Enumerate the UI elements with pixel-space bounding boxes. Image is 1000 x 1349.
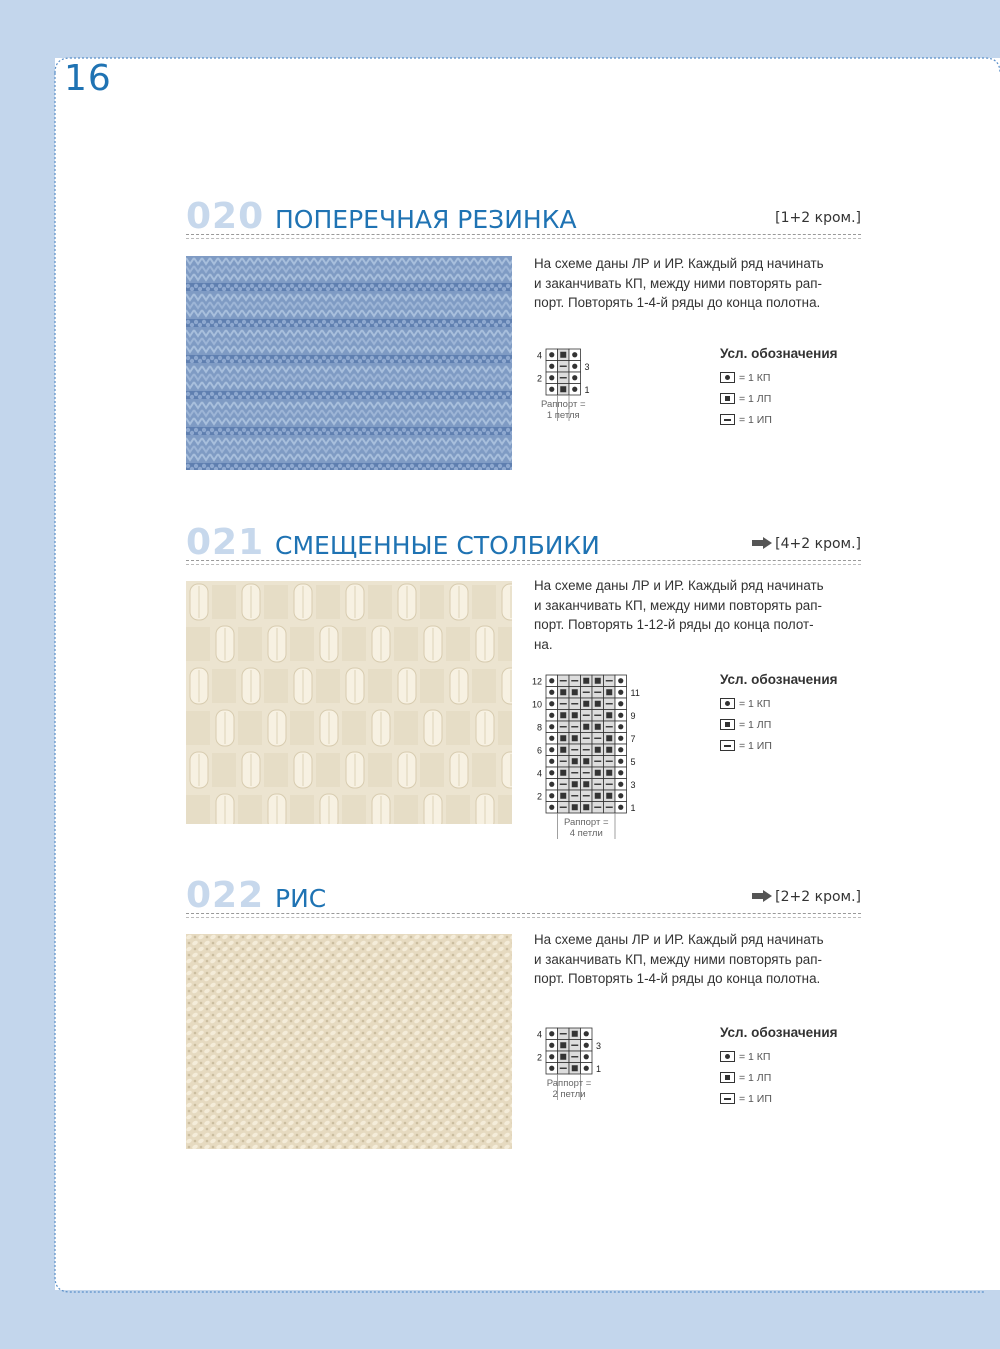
row-label: 1 [596, 1064, 602, 1074]
chart-cell [546, 710, 558, 722]
front-stitch-icon [720, 393, 735, 404]
chart-cell [546, 1040, 558, 1052]
chart-cell [569, 1028, 581, 1040]
description-line: На схеме даны ЛР и ИР. Каждый ряд начинать [534, 578, 824, 593]
pattern-title: СМЕЩЕННЫЕ СТОЛБИКИ [275, 531, 600, 560]
chart-cell [604, 744, 616, 756]
chart-cell [604, 756, 616, 768]
pattern-number: 021 [186, 522, 265, 563]
chart-cell [615, 710, 627, 722]
knitting-chart [531, 1025, 622, 1110]
chart-cell [581, 733, 593, 745]
chart-cell [569, 733, 581, 745]
chart-cell [569, 675, 581, 687]
chart-cell [546, 384, 558, 396]
chart-cell [558, 733, 570, 745]
row-label: 5 [630, 757, 636, 767]
chart-cell [569, 721, 581, 733]
chart-cell [558, 710, 570, 722]
chart-cell [558, 675, 570, 687]
rapport-label: 2 петли [552, 1089, 586, 1100]
chart-cell [569, 372, 581, 384]
chart-cell [569, 802, 581, 814]
chart-cell [604, 675, 616, 687]
chart-cell [604, 779, 616, 791]
header-rule [186, 234, 861, 239]
chart-cell [592, 687, 604, 699]
chart-cell [604, 790, 616, 802]
chart-cell [615, 802, 627, 814]
legend-text: = 1 ЛП [739, 392, 772, 405]
legend-text: = 1 ИП [739, 1092, 772, 1105]
chart-cell [546, 1028, 558, 1040]
legend-text: = 1 КП [739, 371, 771, 384]
pattern-description [534, 254, 864, 313]
chart-cell [592, 756, 604, 768]
section-header [186, 522, 861, 566]
chart-cell [569, 1040, 581, 1052]
chart-cell [604, 802, 616, 814]
chart-cell [546, 361, 558, 373]
chart-cell [558, 698, 570, 710]
chart-cell [592, 767, 604, 779]
chart-cell [546, 1051, 558, 1063]
row-label: 12 [531, 676, 542, 687]
legend-text: = 1 ИП [739, 413, 772, 426]
row-label: 4 [536, 350, 542, 361]
row-label: 2 [536, 791, 542, 802]
legend-item-knit [720, 367, 838, 388]
chart-cell [615, 721, 627, 733]
rapport-label: Раппорт = [564, 817, 609, 828]
edge-stitches [775, 210, 861, 226]
knitting-chart [531, 346, 611, 431]
chart-cell [615, 790, 627, 802]
chart-cell [558, 1028, 570, 1040]
legend-item-front [720, 714, 838, 735]
legend-title: Усл. обозначения [720, 672, 838, 687]
description-line: порт. Повторять 1-4-й ряды до конца полотна. [534, 295, 821, 310]
description-line: На схеме даны ЛР и ИР. Каждый ряд начинать [534, 932, 824, 947]
chart-cell [581, 698, 593, 710]
legend-item-purl [720, 735, 838, 756]
chart-cell [546, 779, 558, 791]
chart-cell [546, 1063, 558, 1075]
chart-cell [569, 1051, 581, 1063]
chart-cell [558, 372, 570, 384]
chart-cell [558, 721, 570, 733]
section-header [186, 875, 861, 919]
chart-cell [604, 687, 616, 699]
description-line: На схеме даны ЛР и ИР. Каждый ряд начинать [534, 256, 824, 271]
chart-cell [558, 384, 570, 396]
chart-cell [592, 721, 604, 733]
knit-stitch-icon [720, 1051, 735, 1062]
legend-item-knit [720, 1046, 838, 1067]
legend [720, 672, 838, 756]
row-label: 10 [531, 699, 542, 710]
description-line: порт. Повторять 1-12-й ряды до конца полот- [534, 617, 814, 632]
chart-cell [581, 790, 593, 802]
row-label: 4 [536, 1029, 542, 1040]
legend-text: = 1 КП [739, 1050, 771, 1063]
chart-cell [581, 675, 593, 687]
row-label: 2 [536, 1052, 542, 1063]
chart-cell [546, 372, 558, 384]
chart-cell [546, 756, 558, 768]
chart-cell [592, 675, 604, 687]
pattern-number: 020 [186, 196, 265, 237]
chart-cell [581, 756, 593, 768]
row-label: 3 [630, 780, 636, 790]
legend [720, 346, 838, 430]
chart-cell [581, 721, 593, 733]
chart-cell [546, 802, 558, 814]
chart-cell [592, 710, 604, 722]
chart-cell [604, 767, 616, 779]
section-header [186, 196, 861, 240]
legend-item-purl [720, 1088, 838, 1109]
legend-item-front [720, 1067, 838, 1088]
chart-cell [615, 675, 627, 687]
chart-cell [569, 744, 581, 756]
legend-item-purl [720, 409, 838, 430]
chart-cell [558, 756, 570, 768]
row-label: 9 [630, 711, 636, 721]
pattern-title: РИС [275, 884, 327, 913]
legend-title: Усл. обозначения [720, 1025, 838, 1040]
chart-cell [558, 790, 570, 802]
chart-cell [558, 1063, 570, 1075]
row-label: 2 [536, 373, 542, 384]
chart-cell [615, 687, 627, 699]
knit-stitch-icon [720, 372, 735, 383]
chart-cell [592, 790, 604, 802]
chart-cell [546, 721, 558, 733]
legend-item-front [720, 388, 838, 409]
chart-cell [569, 1063, 581, 1075]
pattern-description [534, 576, 864, 654]
chart-cell [558, 744, 570, 756]
description-line: и заканчивать КП, между ними повторять рап- [534, 275, 822, 291]
chart-cell [581, 687, 593, 699]
chart-cell [546, 349, 558, 361]
chart-cell [615, 744, 627, 756]
chart-cell [581, 1040, 593, 1052]
pattern-number: 022 [186, 875, 265, 916]
row-label: 11 [630, 688, 640, 698]
chart-cell [546, 698, 558, 710]
chart-cell [604, 721, 616, 733]
chart-cell [569, 779, 581, 791]
row-label: 1 [630, 803, 636, 813]
chart-cell [581, 744, 593, 756]
header-rule [186, 560, 861, 565]
chart-cell [604, 698, 616, 710]
chart-cell [546, 767, 558, 779]
rapport-label: Раппорт = [546, 1078, 592, 1089]
chart-cell [569, 756, 581, 768]
chart-cell [546, 675, 558, 687]
knitting-chart [531, 672, 657, 849]
chart-cell [569, 710, 581, 722]
description-line: и заканчивать КП, между ними повторять рап- [534, 597, 822, 613]
pattern-section-022 [186, 875, 861, 1105]
arrow-right-icon [752, 890, 772, 902]
edge-stitches [752, 536, 861, 552]
purl-stitch-icon [720, 1093, 735, 1104]
pattern-section-020 [186, 196, 861, 426]
chart-cell [615, 767, 627, 779]
edge-stitches-text: [1+2 кром.] [775, 210, 861, 226]
chart-cell [558, 687, 570, 699]
rapport-label: Раппорт = [541, 399, 586, 410]
chart-cell [581, 710, 593, 722]
page-number: 16 [64, 58, 112, 99]
chart-cell [558, 767, 570, 779]
chart-cell [581, 779, 593, 791]
edge-stitches-text: [4+2 кром.] [775, 536, 861, 552]
chart-cell [569, 698, 581, 710]
chart-cell [569, 361, 581, 373]
chart-cell [604, 710, 616, 722]
chart-cell [615, 756, 627, 768]
chart-cell [558, 361, 570, 373]
chart-cell [546, 733, 558, 745]
rapport-label: 1 петля [546, 410, 580, 421]
chart-cell [604, 733, 616, 745]
chart-cell [569, 790, 581, 802]
chart-cell [581, 802, 593, 814]
knit-sample-photo [186, 934, 512, 1149]
description-line: на. [534, 636, 553, 652]
chart-cell [546, 790, 558, 802]
legend [720, 1025, 838, 1109]
chart-cell [592, 802, 604, 814]
legend-item-knit [720, 693, 838, 714]
purl-stitch-icon [720, 414, 735, 425]
row-label: 3 [596, 1041, 602, 1051]
knit-stitch-icon [720, 698, 735, 709]
chart-cell [581, 767, 593, 779]
chart-cell [615, 698, 627, 710]
legend-title: Усл. обозначения [720, 346, 838, 361]
front-stitch-icon [720, 1072, 735, 1083]
chart-cell [615, 779, 627, 791]
legend-text: = 1 ИП [739, 739, 772, 752]
row-label: 1 [584, 385, 590, 395]
description-line: порт. Повторять 1-4-й ряды до конца полотна. [534, 971, 821, 986]
chart-cell [581, 1063, 593, 1075]
chart-cell [558, 779, 570, 791]
arrow-right-icon [752, 537, 772, 549]
legend-text: = 1 ЛП [739, 1071, 772, 1084]
chart-cell [592, 779, 604, 791]
edge-stitches-text: [2+2 кром.] [775, 889, 861, 905]
pattern-title: ПОПЕРЕЧНАЯ РЕЗИНКА [275, 205, 577, 234]
row-label: 8 [536, 722, 542, 733]
chart-cell [569, 767, 581, 779]
front-stitch-icon [720, 719, 735, 730]
chart-cell [558, 802, 570, 814]
chart-cell [615, 733, 627, 745]
knit-sample-photo [186, 256, 512, 470]
chart-cell [592, 698, 604, 710]
row-label: 7 [630, 734, 636, 744]
chart-cell [546, 687, 558, 699]
pattern-description [534, 930, 864, 989]
description-line: и заканчивать КП, между ними повторять рап- [534, 951, 822, 967]
chart-cell [558, 349, 570, 361]
rapport-label: 4 петли [569, 828, 603, 839]
chart-cell [581, 1028, 593, 1040]
chart-cell [546, 744, 558, 756]
chart-cell [592, 733, 604, 745]
chart-cell [558, 1051, 570, 1063]
row-label: 6 [536, 745, 542, 756]
header-rule [186, 913, 861, 918]
knit-sample-photo [186, 581, 512, 824]
chart-cell [592, 744, 604, 756]
legend-text: = 1 ЛП [739, 718, 772, 731]
edge-stitches [752, 889, 861, 905]
chart-cell [569, 687, 581, 699]
legend-text: = 1 КП [739, 697, 771, 710]
row-label: 4 [536, 768, 542, 779]
chart-cell [581, 1051, 593, 1063]
purl-stitch-icon [720, 740, 735, 751]
pattern-section-021 [186, 522, 861, 839]
chart-cell [569, 349, 581, 361]
chart-cell [558, 1040, 570, 1052]
row-label: 3 [584, 362, 590, 372]
chart-cell [569, 384, 581, 396]
